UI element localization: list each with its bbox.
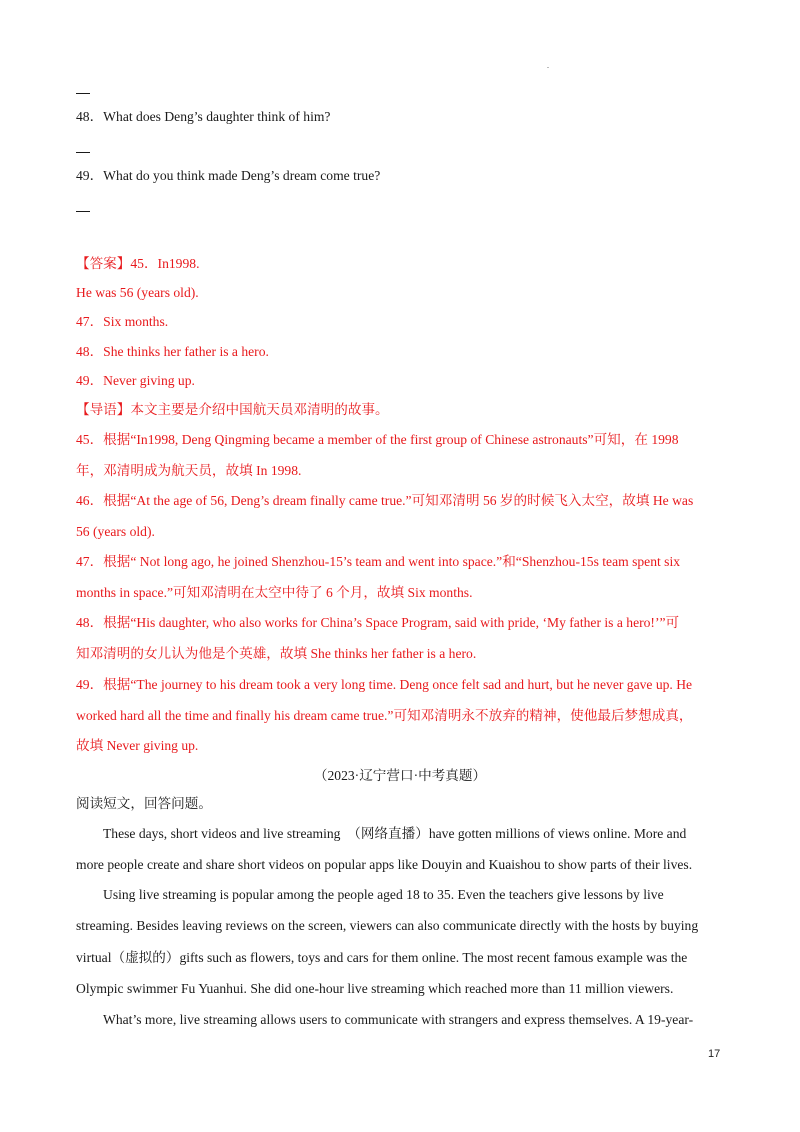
- explanation-46-line-1: 46．根据“At the age of 56, Deng’s dream finally came true.”可知邓清明 56 岁的时候飞入太空，故填 He was: [76, 493, 694, 508]
- passage-p2-line-1: Using live streaming is popular among the people aged 18 to 35. Even the teachers give lessons by live: [103, 887, 664, 902]
- explanation-49-line-3: 故填 Never giving up.: [76, 738, 199, 753]
- answer-49: 49．Never giving up.: [76, 373, 195, 388]
- page-number: 17: [708, 1048, 721, 1060]
- passage-p1-line-1: These days, short videos and live streaming （网络直播）have gotten millions of views online. More and: [103, 826, 687, 841]
- answer-46: He was 56 (years old).: [76, 285, 199, 300]
- exam-source: （2023·辽宁营口·中考真题）: [313, 768, 487, 783]
- explanation-45-line-1: 45．根据“In1998, Deng Qingming became a member of the first group of Chinese astronauts”可知，在 1998: [76, 432, 679, 447]
- answer-48: 48．She thinks her father is a hero.: [76, 344, 269, 359]
- explanation-48-line-1: 48．根据“His daughter, who also works for China’s Space Program, said with pride, ‘My father is a hero!’”可: [76, 615, 680, 630]
- guide-intro: 【导语】本文主要是介绍中国航天员邓清明的故事。: [76, 402, 389, 417]
- answer-47: 47．Six months.: [76, 314, 169, 329]
- answer-blank-47: [76, 93, 90, 94]
- explanation-46-line-2: 56 (years old).: [76, 524, 155, 539]
- scan-speck: [547, 67, 549, 68]
- explanation-47-line-2: months in space.”可知邓清明在太空中待了 6 个月，故填 Six months.: [76, 585, 473, 600]
- instruction: 阅读短文，回答问题。: [76, 796, 212, 811]
- question-48: 48．What does Deng’s daughter think of him?: [76, 109, 331, 124]
- explanation-49-line-2: worked hard all the time and finally his dream came true.”可知邓清明永不放弃的精神，使他最后梦想成真，: [76, 708, 693, 723]
- answer-blank-49: [76, 211, 90, 212]
- explanation-45-line-2: 年，邓清明成为航天员，故填 In 1998.: [76, 463, 302, 478]
- passage-p2-line-4: Olympic swimmer Fu Yuanhui. She did one-hour live streaming which reached more than 11 million viewers.: [76, 981, 674, 996]
- passage-p1-line-2: more people create and share short videos on popular apps like Douyin and Kuaishou to show parts of their lives.: [76, 857, 693, 872]
- question-49: 49．What do you think made Deng’s dream come true?: [76, 168, 381, 183]
- passage-p2-line-2: streaming. Besides leaving reviews on the screen, viewers can also communicate directly with the hosts by buying: [76, 918, 699, 933]
- passage-p2-line-3: virtual（虚拟的）gifts such as flowers, toys and cars for them online. The most recent famous example was the: [76, 950, 688, 965]
- answer-45: 【答案】45．In1998.: [76, 256, 200, 271]
- explanation-47-line-1: 47．根据“ Not long ago, he joined Shenzhou-15’s team and went into space.”和“Shenzhou-15s team spent six: [76, 554, 681, 569]
- passage-p3-line-1: What’s more, live streaming allows users to communicate with strangers and express themselves. A 19-year-: [103, 1012, 694, 1027]
- answer-blank-48: [76, 152, 90, 153]
- explanation-49-line-1: 49．根据“The journey to his dream took a very long time. Deng once felt sad and hurt, but he never gave up. He: [76, 677, 693, 692]
- explanation-48-line-2: 知邓清明的女儿认为他是个英雄，故填 She thinks her father is a hero.: [76, 646, 477, 661]
